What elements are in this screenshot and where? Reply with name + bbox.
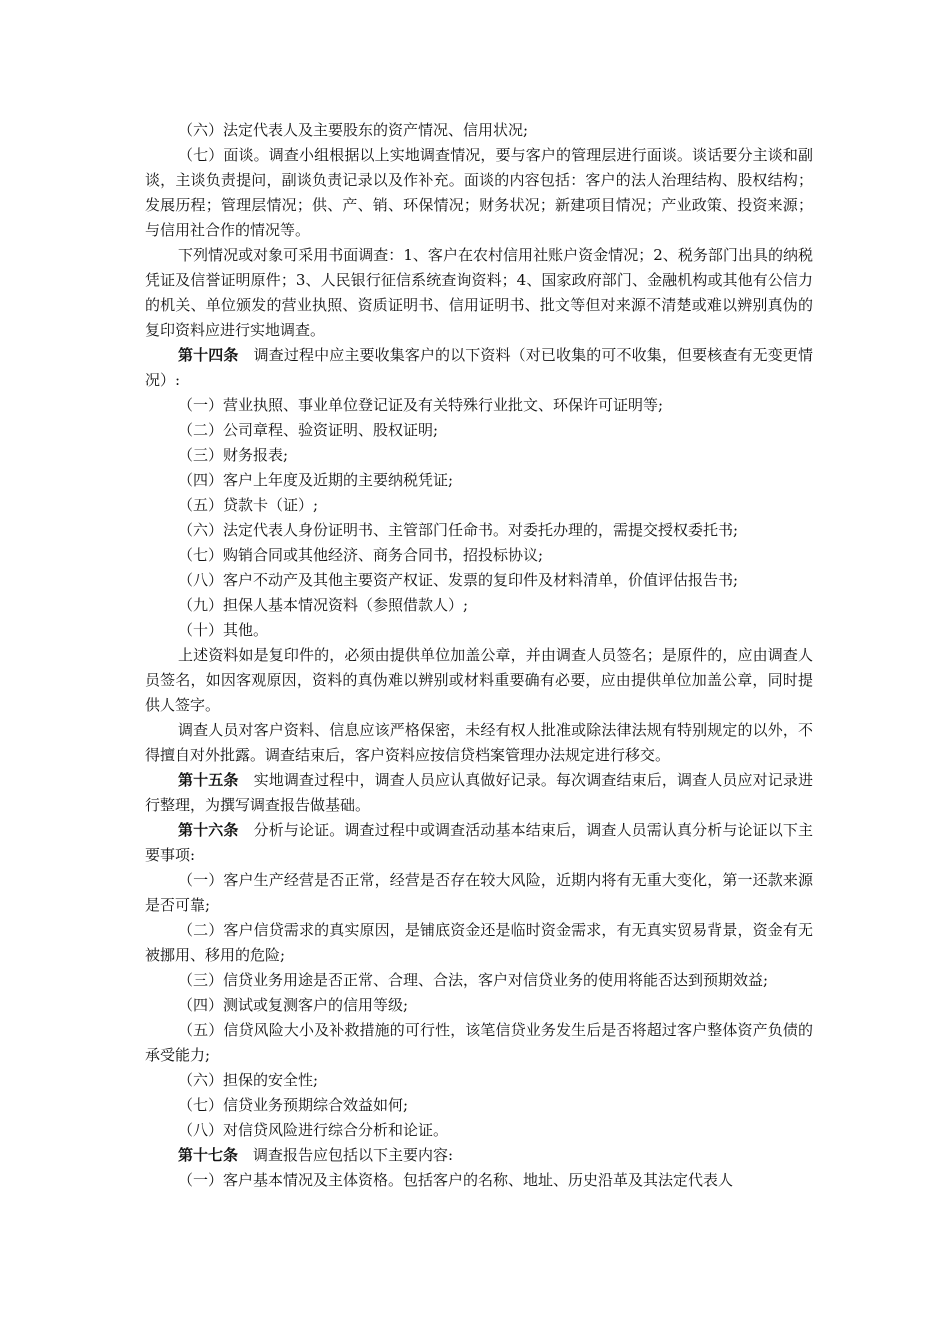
list-item: （二）公司章程、验资证明、股权证明; bbox=[178, 421, 439, 439]
list-item: （八）客户不动产及其他主要资产权证、发票的复印件及材料清单，价值评估报告书; bbox=[178, 571, 739, 589]
article-number: 第十七条 bbox=[178, 1146, 239, 1164]
list-item: （一）客户生产经营是否正常，经营是否存在较大风险，近期内将有无重大变化，第一还款来源是否可靠; bbox=[145, 871, 813, 914]
list-item: （三）信贷业务用途是否正常、合理、合法，客户对信贷业务的使用将能否达到预期效益; bbox=[178, 971, 769, 989]
list-item: （二）客户信贷需求的真实原因，是铺底资金还是临时资金需求，有无真实贸易背景，资金有无被挪用、移用的危险; bbox=[145, 921, 813, 964]
list-item: （十）其他。 bbox=[178, 621, 269, 639]
document-page bbox=[145, 118, 813, 1193]
list-item: （九）担保人基本情况资料（参照借款人）; bbox=[178, 596, 469, 614]
list-item: （七）购销合同或其他经济、商务合同书，招投标协议; bbox=[178, 546, 544, 564]
article-number: 第十六条 bbox=[178, 821, 239, 839]
list-item: （五）贷款卡（证）; bbox=[178, 496, 319, 514]
list-item: （一）客户基本情况及主体资格。包括客户的名称、地址、历史沿革及其法定代表人 bbox=[178, 1171, 734, 1189]
list-item: （一）营业执照、事业单位登记证及有关特殊行业批文、环保许可证明等; bbox=[178, 396, 664, 414]
list-item: （四）客户上年度及近期的主要纳税凭证; bbox=[178, 471, 454, 489]
article-paragraph bbox=[145, 768, 813, 818]
article-paragraph bbox=[145, 818, 813, 868]
paragraph: （六）法定代表人及主要股东的资产情况、信用状况; bbox=[178, 121, 529, 139]
article-number: 第十五条 bbox=[178, 771, 239, 789]
list-item: （七）信贷业务预期综合效益如何; bbox=[178, 1096, 409, 1114]
article-number: 第十四条 bbox=[178, 346, 239, 364]
list-item: （六）担保的安全性; bbox=[178, 1071, 319, 1089]
paragraph: 下列情况或对象可采用书面调查：1、客户在农村信用社账户资金情况；2、税务部门出具的纳税凭证及信誉证明原件；3、人民银行征信系统查询资料；4、国家政府部门、金融机构或其他有公信力的机关、单位颁发的营业执照、资质证明书、信用证明书、批文等但对来源不清楚或难以辨别真伪的复印资料应进行实地调查。 bbox=[145, 246, 813, 339]
paragraph: 上述资料如是复印件的，必须由提供单位加盖公章，并由调查人员签名；是原件的，应由调查人员签名，如因客观原因，资料的真伪难以辨别或材料重要确有必要，应由提供单位加盖公章，同时提供人签字。 bbox=[145, 646, 813, 714]
list-item: （四）测试或复测客户的信用等级; bbox=[178, 996, 409, 1014]
list-item: （八）对信贷风险进行综合分析和论证。 bbox=[178, 1121, 449, 1139]
list-item: （六）法定代表人身份证明书、主管部门任命书。对委托办理的，需提交授权委托书; bbox=[178, 521, 739, 539]
list-item: （三）财务报表; bbox=[178, 446, 289, 464]
list-item: （五）信贷风险大小及补救措施的可行性，该笔信贷业务发生后是否将超过客户整体资产负债的承受能力; bbox=[145, 1021, 813, 1064]
article-text: 分析与论证。调查过程中或调查活动基本结束后，调查人员需认真分析与论证以下主要事项: bbox=[145, 821, 813, 864]
article-text: 调查报告应包括以下主要内容: bbox=[253, 1146, 454, 1164]
paragraph: （七）面谈。调查小组根据以上实地调查情况，要与客户的管理层进行面谈。谈话要分主谈和副谈，主谈负责提问，副谈负责记录以及作补充。面谈的内容包括：客户的法人治理结构、股权结构；发展历程；管理层情况；供、产、销、环保情况；财务状况；新建项目情况；产业政策、投资来源；与信用社合作的情况等。 bbox=[145, 146, 813, 239]
article-text: 实地调查过程中，调查人员应认真做好记录。每次调查结束后，调查人员应对记录进行整理，为撰写调查报告做基础。 bbox=[145, 771, 813, 814]
article-paragraph bbox=[145, 343, 813, 393]
article-text: 调查过程中应主要收集客户的以下资料（对已收集的可不收集，但要核查有无变更情况）: bbox=[145, 346, 813, 389]
paragraph: 调查人员对客户资料、信息应该严格保密，未经有权人批准或除法律法规有特别规定的以外，不得擅自对外批露。调查结束后，客户资料应按信贷档案管理办法规定进行移交。 bbox=[145, 721, 813, 764]
article-paragraph bbox=[145, 1143, 813, 1168]
